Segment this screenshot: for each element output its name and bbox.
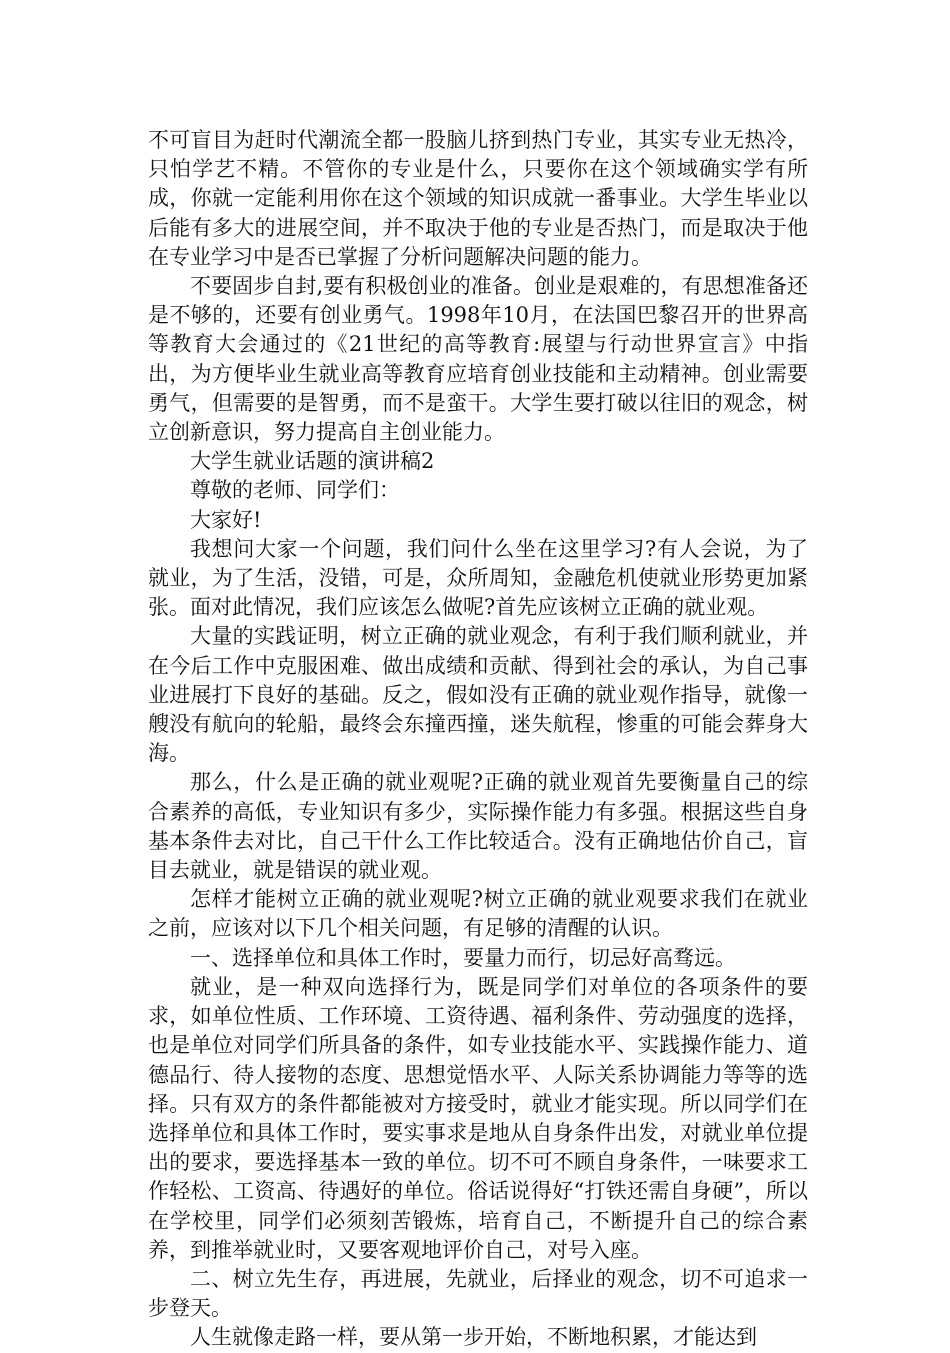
speech-title: 大学生就业话题的演讲稿2 xyxy=(190,449,435,474)
greeting: 大家好! xyxy=(190,507,262,532)
paragraph-two-way-choice: 就业，是一种双向选择行为，既是同学们对单位的各项条件的要求，如单位性质、工作环境、工资待遇、福利条件、劳动强度的选择，也是单位对同学们所具备的条件，如专业技能水平、实践操作能力、道德品行、待人接物的态度、思想觉悟水平、人际关系协调能力等等的选择。只有双方的条件都能被对方接受时，就业才能实现。所以同学们在选择单位和具体工作时，要实事求是地从自身条件出发，对就业单位提出的要求，要选择基本一致的单位。切不可不顾自身条件，一味要求工作轻松、工资高、待遇好的单位。俗话说得好“打铁还需自身硬”，所以在学校里，同学们必须刻苦锻炼，培育自己，不断提升自己的综合素养，到推举就业时，又要客观地评价自己，对号入座。 xyxy=(148,974,808,1262)
paragraph-entrepreneurship: 不要固步自封,要有积极创业的准备。创业是艰难的，有思想准备还是不够的，还要有创业勇气。1998年10月，在法国巴黎召开的世界高等教育大会通过的《21世纪的高等教育:展望与行动世界宣言》中指出，为方便毕业生就业高等教育应培育创业技能和主动精神。创业需要勇气，但需要的是智勇，而不是蛮干。大学生要打破以往旧的观念，树立创新意识，努力提高自主创业能力。 xyxy=(148,274,808,445)
document-body xyxy=(148,126,808,1353)
heading-point-one: 一、选择单位和具体工作时，要量力而行，切忌好高骛远。 xyxy=(190,945,736,970)
paragraph-how-to: 怎样才能树立正确的就业观呢?树立正确的就业观要求我们在就业之前，应该对以下几个相关问题，有足够的清醒的认识。 xyxy=(148,887,808,941)
paragraph-correct-view: 那么，什么是正确的就业观呢?正确的就业观首先要衡量自己的综合素养的高低，专业知识有多少，实际操作能力有多强。根据这些自身基本条件去对比，自己干什么工作比较适合。没有正确地估价自己，盲目去就业，就是错误的就业观。 xyxy=(148,770,808,883)
paragraph-question: 我想问大家一个问题，我们问什么坐在这里学习?有人会说，为了就业，为了生活，没错，可是，众所周知，金融危机使就业形势更加紧张。面对此情况，我们应该怎么做呢?首先应该树立正确的就业观。 xyxy=(148,536,808,620)
paragraph-major-choice: 不可盲目为赶时代潮流全都一股脑儿挤到热门专业，其实专业无热冷，只怕学艺不精。不管你的专业是什么，只要你在这个领域确实学有所成，你就一定能利用你在这个领域的知识成就一番事业。大学生毕业以后能有多大的进展空间，并不取决于他的专业是否热门，而是取决于他在专业学习中是否已掌握了分析问题解决问题的能力。 xyxy=(148,128,808,269)
paragraph-practice: 大量的实践证明，树立正确的就业观念，有利于我们顺利就业，并在今后工作中克服困难、做出成绩和贡献、得到社会的承认，为自己事业进展打下良好的基础。反之，假如没有正确的就业观作指导，就像一艘没有航向的轮船，最终会东撞西撞，迷失航程，惨重的可能会葬身大海。 xyxy=(148,624,808,766)
salutation: 尊敬的老师、同学们： xyxy=(190,478,400,503)
heading-point-two: 二、树立先生存，再进展，先就业，后择业的观念，切不可追求一步登天。 xyxy=(148,1266,808,1321)
paragraph-life-path: 人生就像走路一样，要从第一步开始，不断地积累，才能达到 xyxy=(190,1325,757,1350)
